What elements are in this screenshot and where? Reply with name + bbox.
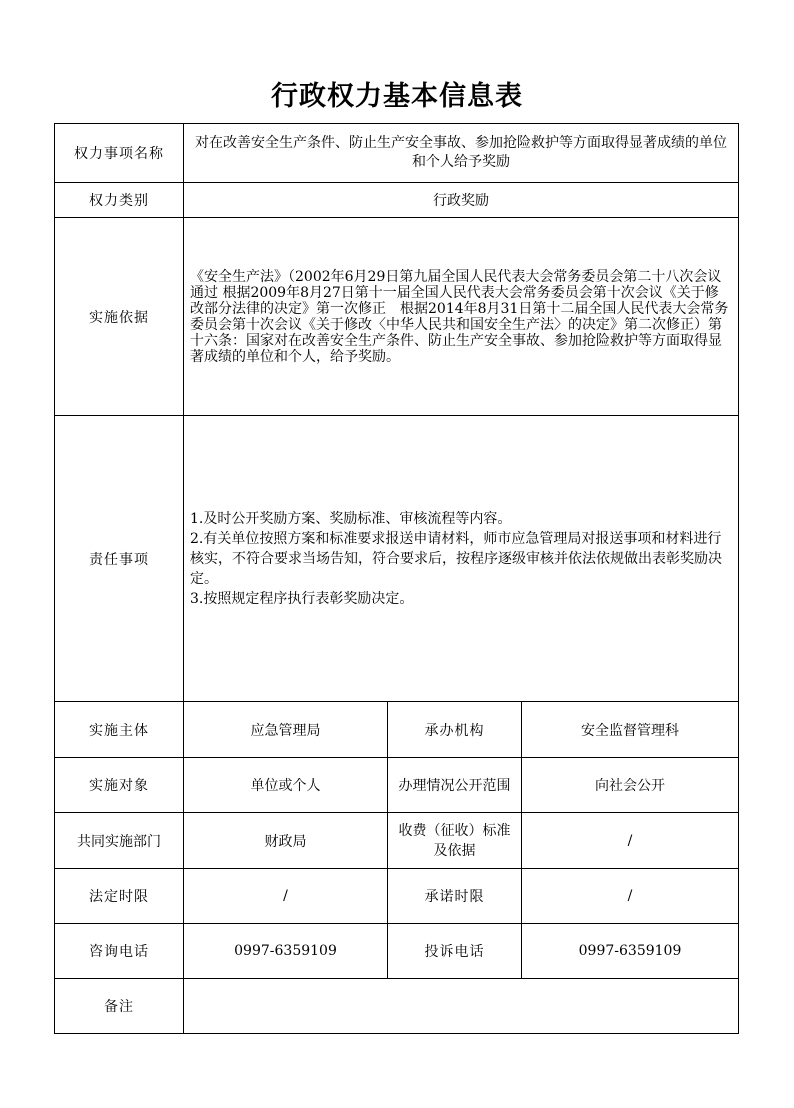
legal-basis-value: 《安全生产法》（2002年6月29日第九届全国人民代表大会常务委员会第二十八次会议通过 根据2009年8月27日第十一届全国人民代表大会常务委员会第十次会议《关于修改部分法律的决定》第一次修正 根据2014年8月31日第十二届全国人民代表大会常务委员会第十次会议《关于修改〈中华人民共和国安全生产法〉的决定》第二次修正）第十六条：国家对在改善安全生产条件、防止生产安全事故、参加抢险救护等方面取得显著成绩的单位和个人，给予奖励。 xyxy=(184,218,739,416)
power-category-label: 权力类别 xyxy=(55,183,184,218)
consult-phone-value: 0997-6359109 xyxy=(184,924,388,979)
duties-label: 责任事项 xyxy=(55,416,184,702)
row-remark xyxy=(55,979,739,1034)
complaint-phone-label: 投诉电话 xyxy=(388,924,522,979)
target-label: 实施对象 xyxy=(55,758,184,813)
disclosure-scope-label: 办理情况公开范围 xyxy=(388,758,522,813)
row-power-name xyxy=(55,124,739,183)
promised-deadline-value: / xyxy=(522,869,739,924)
row-power-category xyxy=(55,183,739,218)
remark-value xyxy=(184,979,739,1034)
target-value: 单位或个人 xyxy=(184,758,388,813)
power-category-value: 行政奖励 xyxy=(184,183,739,218)
fee-standard-value: / xyxy=(522,813,739,869)
promised-deadline-label: 承诺时限 xyxy=(388,869,522,924)
duty-item: 3.按照规定程序执行表彰奖励决定。 xyxy=(190,590,414,607)
duty-item: 2.有关单位按照方案和标准要求报送申请材料，师市应急管理局对报送事项和材料进行核实，不符合要求当场告知，符合要求后，按程序逐级审核并依法依规做出表彰奖励决定。 xyxy=(190,530,722,587)
legal-deadline-label: 法定时限 xyxy=(55,869,184,924)
disclosure-scope-value: 向社会公开 xyxy=(522,758,739,813)
info-table xyxy=(54,123,739,1034)
row-legal-basis xyxy=(55,218,739,416)
row-target xyxy=(55,758,739,813)
consult-phone-label: 咨询电话 xyxy=(55,924,184,979)
joint-dept-value: 财政局 xyxy=(184,813,388,869)
complaint-phone-value: 0997-6359109 xyxy=(522,924,739,979)
duty-item: 1.及时公开奖励方案、奖励标准、审核流程等内容。 xyxy=(190,510,512,527)
joint-dept-label: 共同实施部门 xyxy=(55,813,184,869)
row-subject xyxy=(55,702,739,758)
row-deadline xyxy=(55,869,739,924)
handling-org-value: 安全监督管理科 xyxy=(522,702,739,758)
handling-org-label: 承办机构 xyxy=(388,702,522,758)
page-title: 行政权力基本信息表 xyxy=(271,81,523,112)
subject-value: 应急管理局 xyxy=(184,702,388,758)
power-name-value: 对在改善安全生产条件、防止生产安全事故、参加抢险救护等方面取得显著成绩的单位和个人给予奖励 xyxy=(184,124,739,183)
duties-value xyxy=(184,416,739,702)
remark-label: 备注 xyxy=(55,979,184,1034)
row-joint-dept xyxy=(55,813,739,869)
row-phone xyxy=(55,924,739,979)
legal-basis-label: 实施依据 xyxy=(55,218,184,416)
legal-deadline-value: / xyxy=(184,869,388,924)
power-name-label: 权力事项名称 xyxy=(55,124,184,183)
row-duties xyxy=(55,416,739,702)
subject-label: 实施主体 xyxy=(55,702,184,758)
fee-standard-label: 收费（征收）标准及依据 xyxy=(388,813,522,869)
